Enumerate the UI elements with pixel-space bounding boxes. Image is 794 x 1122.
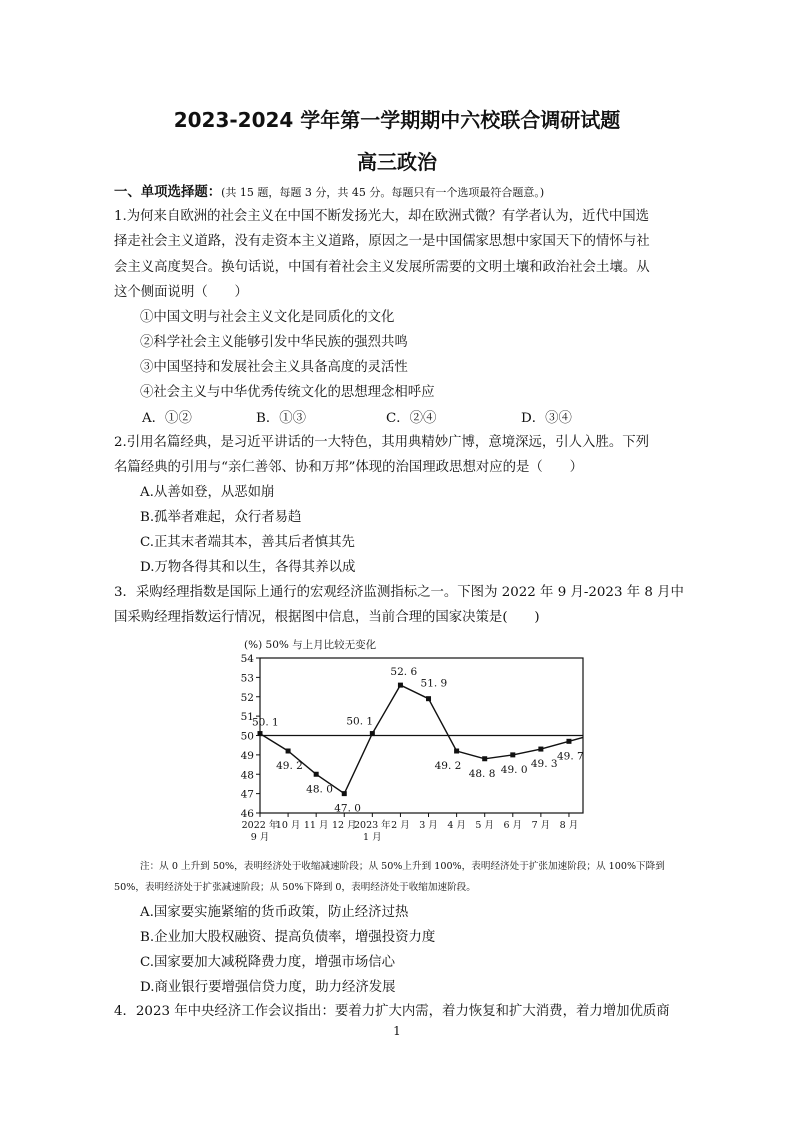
y-tick-label: 47 (240, 788, 254, 801)
x-tick-label: 11 月 (303, 820, 329, 831)
chart-note-line: 50%，表明经济处于扩张减速阶段；从 50%下降到 0，表明经济处于收缩加速阶段。 (114, 882, 476, 893)
q3-line: 3．采购经理指数是国际上通行的宏观经济监测指标之一。下图为 2022 年 9 月-2023 年 8 月中 (114, 585, 684, 600)
x-tick-label: 3 月 (419, 820, 438, 831)
q2-option-d: D.万物各得其和以生，各得其养以成 (140, 560, 356, 575)
q1-option-a: A．①② (142, 411, 192, 426)
data-label: 51. 9 (420, 677, 448, 690)
y-tick-label: 46 (240, 808, 254, 820)
x-tick-label: 2023 年 (353, 820, 391, 831)
data-label: 48. 0 (306, 783, 333, 796)
q2-option-c: C.正其末者端其本，善其后者慎其先 (140, 535, 355, 550)
x-tick-label: 12 月 (331, 820, 357, 831)
pmi-line-chart (228, 632, 598, 852)
q1-statement: ③中国坚持和发展社会主义具备高度的灵活性 (140, 360, 408, 375)
q2-line: 名篇经典的引用与“亲仁善邻、协和万邦”体现的治国理政思想对应的是（ ） (114, 460, 583, 475)
q1-option-c: C．②④ (386, 411, 437, 426)
y-tick-label: 50 (240, 730, 254, 743)
data-point (370, 731, 375, 736)
data-label: 52. 6 (390, 666, 418, 679)
data-label: 49. 2 (434, 760, 462, 772)
chart-title: (%) 50% 与上月比较无变化 (244, 639, 377, 651)
q2-option-a: A.从善如登，从恶如崩 (140, 485, 275, 500)
q1-option-d: D．③④ (521, 411, 572, 426)
q4-line: 4．2023 年中央经济工作会议指出：要着力扩大内需，着力恢复和扩大消费，着力增加优质商 (114, 1004, 670, 1019)
q1-line: 择走社会主义道路，没有走资本主义道路，原因之一是中国儒家思想中家国天下的情怀与社 (114, 234, 650, 249)
q3-option-c: C.国家要加大减税降费力度，增强市场信心 (140, 955, 396, 970)
x-tick-label: 2022 年 (241, 820, 279, 831)
x-tick-label: 10 月 (275, 820, 301, 831)
q3-option-b: B.企业加大股权融资、提高负债率，增强投资力度 (140, 930, 436, 945)
x-tick-label: 5 月 (475, 820, 494, 831)
data-label: 49. 7 (556, 750, 584, 763)
data-label: 49. 2 (276, 760, 303, 772)
q1-line: 会主义高度契合。换句话说，中国有着社会主义发展所需要的文明土壤和政治社会土壤。从 (114, 260, 650, 275)
data-label: 48. 8 (468, 767, 496, 780)
x-tick-label: 7 月 (531, 820, 551, 831)
x-tick-label: 6 月 (503, 820, 523, 831)
y-tick-label: 49 (240, 749, 254, 762)
section-note: (共 15 题，每题 3 分，共 45 分。每题只有一个选项最符合题意。) (221, 186, 545, 199)
chart-note-line: 注：从 0 上升到 50%，表明经济处于收缩减速阶段；从 50%上升到 100%，表明经济处于扩张加速阶段；从 100%下降到 (140, 861, 665, 872)
x-tick-label: 2 月 (391, 820, 410, 831)
section-heading-line (114, 184, 544, 202)
data-point (286, 749, 291, 754)
data-label: 47. 0 (334, 802, 361, 815)
data-label: 49. 0 (500, 763, 528, 776)
data-point (566, 739, 571, 744)
x-tick-sublabel: 9 月 (250, 832, 270, 843)
q3-option-a: A.国家要实施紧缩的货币政策，防止经济过热 (140, 905, 409, 920)
data-point (342, 791, 347, 796)
q1-statement: ②科学社会主义能够引发中华民族的强烈共鸣 (140, 335, 408, 350)
x-tick-label: 4 月 (447, 820, 466, 831)
exam-title: 2023-2024 学年第一学期期中六校联合调研试题 (173, 108, 621, 132)
page-number: 1 (393, 1024, 401, 1038)
data-point (314, 772, 319, 777)
series-line (260, 685, 583, 794)
q3-option-d: D.商业银行要增强信贷力度，助力经济发展 (140, 980, 396, 995)
data-point (258, 731, 263, 736)
q1-option-b: B．①③ (256, 411, 307, 426)
x-tick-label: 8 月 (559, 820, 579, 831)
data-point (398, 683, 403, 688)
q1-line: 这个侧面说明（ ） (114, 285, 248, 300)
x-tick-sublabel: 1 月 (363, 832, 382, 843)
y-tick-label: 52 (240, 691, 254, 704)
exam-subject: 高三政治 (357, 150, 437, 174)
y-tick-label: 51 (240, 711, 254, 724)
q1-line: 1.为何来自欧洲的社会主义在中国不断发扬光大，却在欧洲式微？有学者认为，近代中国选 (114, 209, 650, 224)
y-tick-label: 53 (240, 672, 254, 685)
q2-option-b: B.孤举者难起，众行者易趋 (140, 510, 302, 525)
data-label: 49. 3 (530, 758, 558, 771)
section-heading: 一、单项选择题： (114, 185, 222, 200)
q1-statement: ①中国文明与社会主义文化是同质化的文化 (140, 310, 395, 325)
q1-statement: ④社会主义与中华优秀传统文化的思想理念相呼应 (140, 385, 435, 400)
data-point (426, 696, 431, 701)
q3-line: 国采购经理指数运行情况，根据图中信息，当前合理的国家决策是( ) (114, 610, 540, 625)
data-label: 50. 1 (252, 716, 279, 729)
data-point (538, 747, 543, 752)
y-tick-label: 54 (240, 653, 254, 665)
data-point (454, 749, 459, 754)
q2-line: 2.引用名篇经典，是习近平讲话的一大特色，其用典精妙广博，意境深远，引人入胜。下列 (114, 435, 650, 450)
data-label: 50. 1 (346, 715, 374, 728)
data-point (510, 752, 515, 757)
y-tick-label: 48 (240, 769, 254, 782)
data-point (482, 756, 487, 761)
